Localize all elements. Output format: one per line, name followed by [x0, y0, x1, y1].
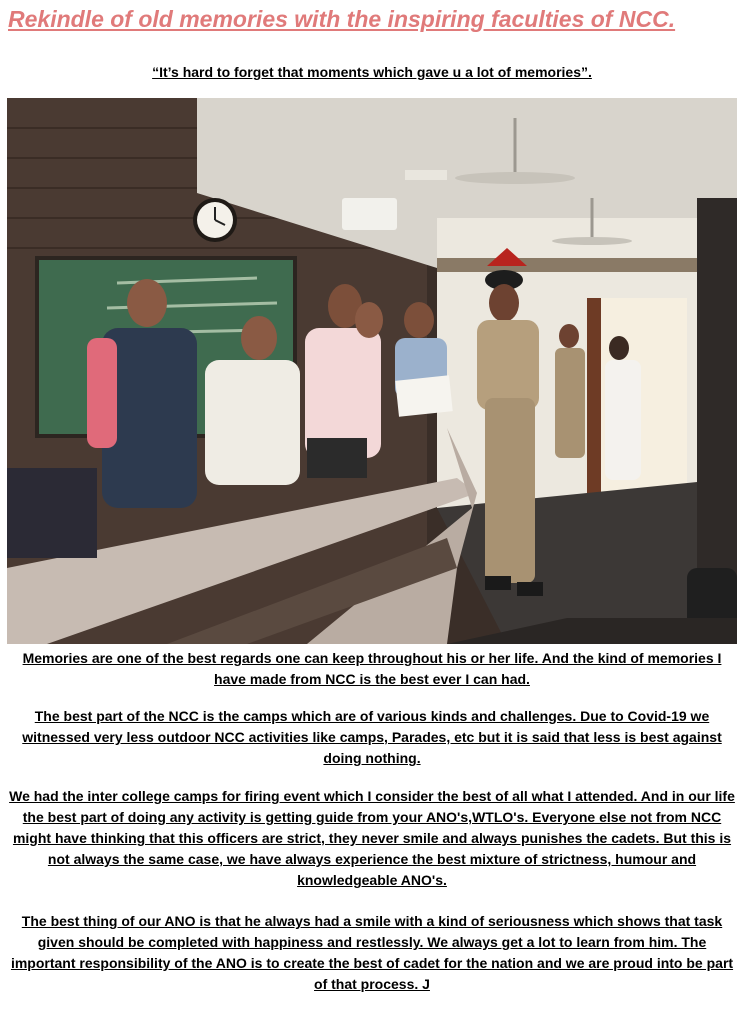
document-title: Rekindle of old memories with the inspiring faculties of NCC.: [8, 6, 676, 32]
event-photo: [7, 98, 737, 644]
paragraph-camps: The best part of the NCC is the camps which are of various kinds and challenges. Due to Covid-19 we witnessed very less outdoor NCC activities like camps, Parades, etc but it is said that less is best against doing nothing.: [22, 708, 722, 766]
document-quote: “It’s hard to forget that moments which gave u a lot of memories”.: [152, 64, 592, 80]
paragraph-inter-college-camps: We had the inter college camps for firing event which I consider the best of all what I attended. And in our life the best part of doing any activity is getting guide from your ANO's,WTLO's. Everyone else not from NCC might have thinking that this officers are strict, they never smile and always punishes the cadets. But this is not always the same case, we have always experience the best mixture of strictness, humour and knowledgeable ANO's.: [9, 788, 735, 888]
event-photo-illustration: [7, 98, 737, 644]
paragraph-ano: The best thing of our ANO is that he always had a smile with a kind of seriousness which shows that task given should be completed with happiness and restlessly. We always get a lot to learn from him. The important responsibility of the ANO is to create the best of cadet for the nation and we are proud into be part of that process. J: [10, 913, 734, 992]
paragraph-memories: Memories are one of the best regards one can keep throughout his or her life. And the kind of memories I have made from NCC is the best ever I can had.: [22, 650, 722, 687]
